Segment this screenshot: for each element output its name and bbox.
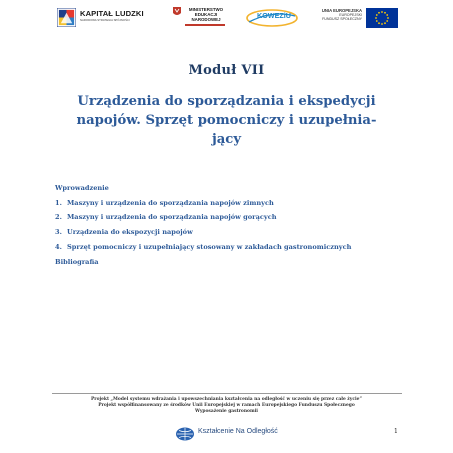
document-title-line: Urządzenia do sporządzania i ekspedycji xyxy=(77,94,376,109)
header-logos xyxy=(0,0,453,38)
document-title xyxy=(50,92,403,149)
toc-item-label: Urządzenia do ekspozycji napojów xyxy=(67,228,193,236)
footer-line: Projekt „Model systemu wdrażania i upowszechniania kształcenia na odległość w uczeniu się przez całe życie” xyxy=(91,397,362,402)
module-title: Moduł VII xyxy=(188,63,265,78)
eu-logo xyxy=(318,6,404,32)
toc-item-bibliography[interactable]: Bibliografia xyxy=(55,258,99,266)
toc-item[interactable] xyxy=(55,213,277,221)
ministry-line: EDUKACJI xyxy=(194,12,218,17)
toc-item-number: 2. xyxy=(55,213,62,221)
toc-item[interactable] xyxy=(55,228,193,236)
eagle-emblem-icon xyxy=(172,6,182,18)
kapital-ludzki-name: KAPITAŁ LUDZKI xyxy=(80,9,144,18)
kapital-ludzki-subtitle: NARODOWA STRATEGIA SPÓJNOŚCI xyxy=(80,18,130,22)
eu-line: EUROPEJSKI xyxy=(339,13,362,18)
kno-globe-icon xyxy=(175,427,195,441)
ministry-name xyxy=(183,7,229,22)
eu-title: UNIA EUROPEJSKA xyxy=(321,8,362,13)
toc-item-intro[interactable]: Wprowadzenie xyxy=(55,184,109,192)
document-title-line: napojów. Sprzęt pomocniczy i uzupełnia- xyxy=(76,113,377,128)
footer-text xyxy=(40,397,413,415)
toc-item-number: 3. xyxy=(55,228,62,236)
kowezu-logo xyxy=(246,6,298,32)
toc-item-label: Maszyny i urządzenia do sporządzania napojów gorących xyxy=(67,213,277,221)
ministry-line: NARODOWEJ xyxy=(191,17,221,22)
footer-line: Wyposażenie gastronomii xyxy=(195,409,258,414)
toc-item[interactable] xyxy=(55,199,274,207)
eu-text xyxy=(318,9,362,22)
ministry-logo xyxy=(172,6,228,32)
toc-item[interactable] xyxy=(55,243,351,251)
toc-item-number: 1. xyxy=(55,199,62,207)
eu-flag-icon xyxy=(366,8,398,28)
kowezu-name: KOWEZiU xyxy=(257,11,291,20)
kno-logo-name: Kształcenie Na Odległość xyxy=(198,428,278,435)
document-title-line: jący xyxy=(211,132,241,147)
toc-item-label: Maszyny i urządzenia do sporządzania napojów zimnych xyxy=(67,199,274,207)
ministry-line: MINISTERSTWO xyxy=(188,7,224,12)
footer-line: Projekt współfinansowany ze środków Unii Europejskiej w ramach Europejskiego Funduszu Społecznego xyxy=(98,403,355,408)
page-number: 1 xyxy=(394,428,398,435)
kapital-ludzki-logo xyxy=(57,6,147,32)
toc-item-label: Sprzęt pomocniczy i uzupełniający stosowany w zakładach gastronomicznych xyxy=(67,243,352,251)
kno-logo xyxy=(175,427,305,443)
kapital-ludzki-mark-icon xyxy=(57,8,76,27)
ministry-stripe xyxy=(185,24,225,26)
footer-divider xyxy=(52,393,402,394)
toc-item-number: 4. xyxy=(55,243,62,251)
eu-line: FUNDUSZ SPOŁECZNY xyxy=(322,17,362,22)
